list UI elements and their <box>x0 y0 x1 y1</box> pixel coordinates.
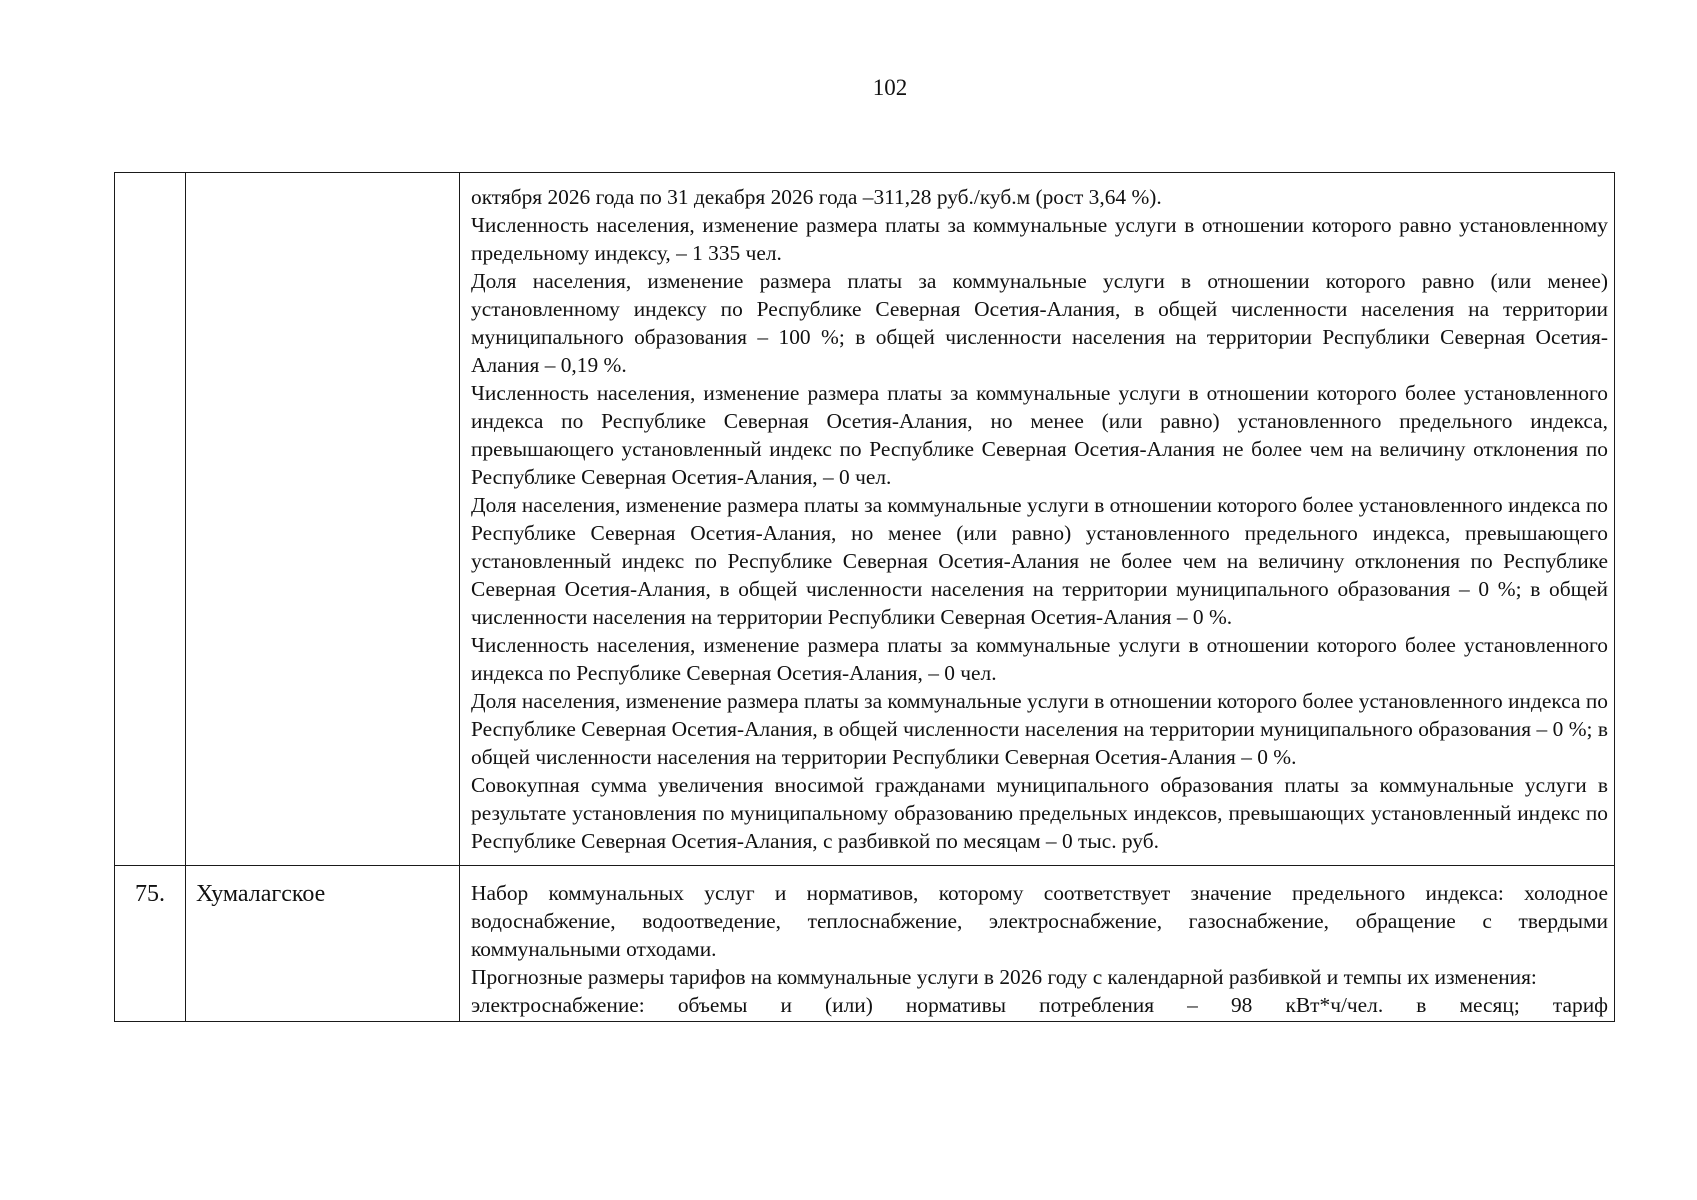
paragraph: октября 2026 года по 31 декабря 2026 года –311,28 руб./куб.м (рост 3,64 %). <box>471 185 1162 209</box>
paragraph: Набор коммунальных услуг и нормативов, которому соответствует значение предельного индекса: холодное водоснабжение, водоотведение, теплоснабжение, электроснабжение, газоснабжение, обращение с твердыми коммунальными отходами. <box>471 881 1608 961</box>
row-number <box>115 173 185 187</box>
page-number: 102 <box>872 75 908 100</box>
paragraph: Доля населения, изменение размера платы за коммунальные услуги в отношении которого более установленного индекса по Республике Северная Осетия-Алания, в общей численности населения на территории муниципального образования – 0 %; в общей численности населения на территории Республики Северная Осетия-Алания – 0 %. <box>471 689 1608 769</box>
municipality-name-cell <box>186 173 460 866</box>
description-cell <box>460 173 1615 866</box>
paragraph: Совокупная сумма увеличения вносимой гражданами муниципального образования платы за коммунальные услуги в результате установления по муниципальному образованию предельных индексов, превышающих установленный индекс по Республике Северная Осетия-Алания, с разбивкой по месяцам – 0 тыс. руб. <box>471 773 1608 853</box>
municipality-name-cell <box>186 866 460 1022</box>
paragraph: Численность населения, изменение размера платы за коммунальные услуги в отношении которого равно установленному предельному индексу, – 1 335 чел. <box>471 213 1608 265</box>
row-number-cell <box>115 173 186 866</box>
municipality-name: Хумалагское <box>196 881 326 907</box>
description-cell <box>460 866 1615 1022</box>
table-row <box>115 866 1615 1022</box>
row-number: 75. <box>135 881 165 907</box>
municipality-name <box>186 173 459 187</box>
paragraph: Доля населения, изменение размера платы за коммунальные услуги в отношении которого равно (или менее) установленному индексу по Республике Северная Осетия-Алания, в общей численности населения на территории муниципального образования – 100 %; в общей численности населения на территории Республики Северная Осетия-Алания – 0,19 %. <box>471 269 1608 377</box>
table-row <box>115 173 1615 866</box>
paragraph: Прогнозные размеры тарифов на коммунальные услуги в 2026 году с календарной разбивкой и темпы их изменения: <box>471 965 1537 989</box>
paragraph: электроснабжение: объемы и (или) нормативы потребления – 98 кВт*ч/чел. в месяц; тариф <box>471 993 1608 1017</box>
paragraph: Доля населения, изменение размера платы за коммунальные услуги в отношении которого более установленного индекса по Республике Северная Осетия-Алания, но менее (или равно) установленного предельного индекса, превышающего установленный индекс по Республике Северная Осетия-Алания не более чем на величину отклонения по Республике Северная Осетия-Алания, в общей численности населения на территории муниципального образования – 0 %; в общей численности населения на территории Республики Северная Осетия-Алания – 0 %. <box>471 493 1608 629</box>
paragraph: Численность населения, изменение размера платы за коммунальные услуги в отношении которого более установленного индекса по Республике Северная Осетия-Алания, – 0 чел. <box>471 633 1608 685</box>
row-number-cell <box>115 866 186 1022</box>
municipal-tariff-table <box>114 172 1615 1022</box>
paragraph: Численность населения, изменение размера платы за коммунальные услуги в отношении которого более установленного индекса по Республике Северная Осетия-Алания, но менее (или равно) установленного предельного индекса, превышающего установленный индекс по Республике Северная Осетия-Алания не более чем на величину отклонения по Республике Северная Осетия-Алания, – 0 чел. <box>471 381 1608 489</box>
